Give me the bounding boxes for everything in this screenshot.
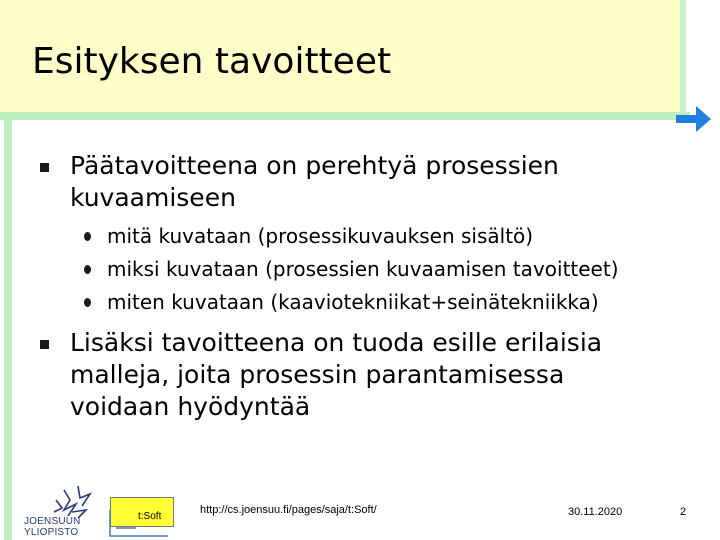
footer-date: 30.11.2020 (568, 506, 623, 518)
left-accent-bar (4, 120, 12, 540)
bullet-text-2: Lisäksi tavoitteena on tuoda esille erilaisia malleja, joita prosessin parantamisessa voidaan hyödyntää (70, 328, 603, 421)
university-name-line1: JOENSUUN (24, 516, 81, 527)
university-name-line2: YLIOPISTO (24, 527, 79, 538)
footer-url: http://cs.joensuu.fi/pages/saja/t:Soft/ (200, 504, 377, 516)
arrow-right-icon (676, 104, 712, 134)
university-name (24, 516, 81, 538)
sub-bullet-text-1: mitä kuvataan (prosessikuvauksen sisältö) (107, 224, 534, 248)
sub-bullet-dot (84, 265, 91, 274)
sub-bullet-dot (84, 232, 91, 241)
title-band-shadow-right (680, 0, 686, 116)
tsoft-logo-label: t:Soft (138, 511, 162, 522)
bullet-text-1: Päätavoitteena on perehtyä prosessien kuvaamiseen (70, 151, 559, 212)
sub-bullet-text-3: miten kuvataan (kaaviotekniikat+seinätekniikka) (107, 290, 599, 314)
bullet-square (40, 340, 49, 349)
sub-bullet-text-2: miksi kuvataan (prosessien kuvaamisen tavoitteet) (107, 257, 619, 281)
page-number: 2 (680, 506, 687, 518)
title-band-shadow-bottom (0, 112, 690, 120)
sub-bullet-dot (84, 298, 91, 307)
slide-title: Esityksen tavoitteet (32, 41, 392, 82)
bullet-square (40, 163, 49, 172)
